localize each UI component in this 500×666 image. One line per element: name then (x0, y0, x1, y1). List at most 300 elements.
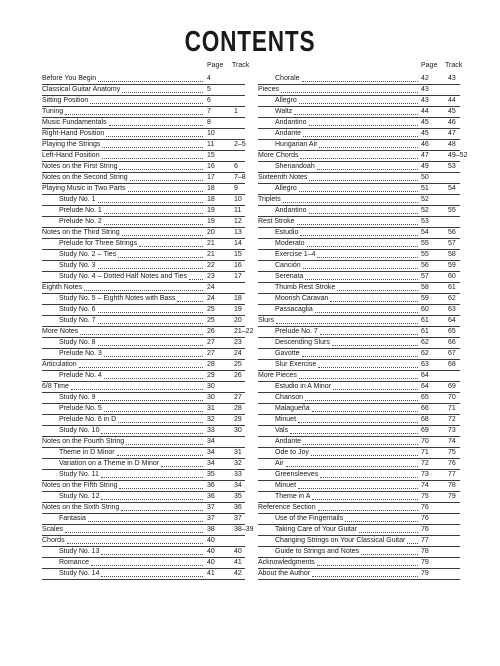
entry-title: Prelude No. 5 (59, 404, 102, 412)
entry-page: 16 (207, 162, 215, 170)
entry-page: 26 (207, 327, 215, 335)
dot-leader (118, 421, 203, 423)
dot-leader (305, 399, 418, 401)
toc-entry (258, 327, 460, 338)
entry-title: Study No. 10 (59, 427, 100, 434)
entry-page: 17 (207, 173, 215, 181)
toc-entry (258, 140, 460, 151)
entry-title: Passacaglia (275, 305, 313, 313)
entry-title: Study No. 12 (59, 493, 100, 501)
dot-leader (307, 245, 418, 247)
track-column-label: Track (445, 62, 463, 69)
entry-track: 12 (234, 217, 242, 225)
dot-leader (294, 113, 418, 115)
entry-title: Study No. 2 – Ties (59, 250, 117, 258)
dot-leader (303, 443, 418, 445)
entry-page: 20 (207, 228, 215, 236)
toc-entry (42, 448, 245, 459)
dot-leader (281, 91, 418, 93)
entry-page: 18 (207, 195, 215, 203)
entry-title: Prelude No. 3 (59, 349, 102, 357)
toc-list-right (258, 74, 468, 581)
entry-page: 65 (421, 393, 429, 401)
dot-leader (345, 520, 418, 522)
entry-title: Thumb Rest Stroke (275, 283, 336, 291)
toc-entry (258, 184, 460, 195)
entry-track: 34 (234, 482, 242, 490)
dot-leader (101, 498, 203, 500)
entry-page: 42 (421, 74, 429, 82)
entry-page: 30 (207, 393, 215, 401)
entry-title: Acknowledgments (258, 559, 315, 567)
toc-entry (42, 261, 245, 272)
entry-page: 55 (421, 250, 429, 258)
entry-title: Canción (275, 261, 301, 269)
entry-page: 23 (207, 272, 215, 280)
entry-track: 71 (448, 404, 456, 412)
toc-entry (258, 404, 460, 415)
entry-title: Study No. 1 (59, 195, 96, 203)
dot-leader (101, 476, 203, 478)
toc-entry (42, 283, 245, 294)
dot-leader (121, 509, 203, 511)
dot-leader (320, 333, 418, 335)
dot-leader (286, 465, 418, 467)
entry-page: 25 (207, 316, 215, 324)
entry-page: 57 (421, 272, 429, 280)
dot-leader (65, 113, 203, 115)
entry-page: 37 (207, 515, 215, 523)
dot-leader (91, 564, 203, 566)
entry-title: Music Fundamentals (42, 118, 107, 126)
entry-page: 47 (421, 151, 429, 159)
dot-leader (297, 223, 418, 225)
entry-page: 34 (207, 438, 215, 446)
dot-leader (317, 256, 418, 258)
dot-leader (101, 575, 203, 577)
toc-entry (258, 536, 460, 547)
toc-entry (42, 459, 245, 470)
dot-leader (407, 542, 418, 544)
entry-page: 6 (207, 96, 211, 104)
entry-page: 22 (207, 261, 215, 269)
column-header (258, 61, 463, 72)
toc-entry (258, 349, 460, 360)
dot-leader (88, 520, 203, 522)
entry-track: 53 (448, 162, 456, 170)
toc-entry (42, 228, 245, 239)
entry-track: 30 (234, 427, 242, 434)
entry-title: Variation on a Theme in D Minor (59, 460, 160, 468)
toc-entry (42, 481, 245, 492)
dot-leader (104, 377, 203, 379)
entry-page: 52 (421, 206, 429, 214)
toc-entry (42, 129, 245, 140)
dot-leader (119, 487, 203, 489)
toc-entry (258, 228, 460, 239)
entry-page: 34 (207, 460, 215, 468)
entry-page: 46 (421, 140, 429, 148)
entry-page: 69 (421, 427, 429, 434)
entry-title: Prelude No. 7 (275, 327, 318, 335)
dot-leader (161, 465, 203, 467)
entry-page: 75 (421, 493, 429, 501)
toc-entry (258, 118, 460, 129)
entry-title: Fantasia (59, 515, 86, 523)
dot-leader (302, 80, 418, 82)
entry-track: 74 (448, 438, 456, 446)
dot-leader (104, 410, 203, 412)
toc-entry (258, 195, 460, 206)
toc-entry (42, 349, 245, 360)
entry-track: 77 (448, 471, 456, 479)
entry-title: Study No. 3 (59, 261, 96, 269)
entry-track: 72 (448, 415, 456, 423)
entry-page: 58 (421, 283, 429, 291)
toc-entry (258, 217, 460, 228)
page-column-label: Page (207, 62, 224, 69)
entry-track: 63 (448, 305, 456, 313)
entry-title: Moderato (275, 239, 305, 247)
toc-entry (42, 151, 245, 162)
toc-entry (42, 217, 245, 228)
dot-leader (299, 102, 418, 104)
entry-title: 6/8 Time (42, 382, 69, 390)
entry-track: 54 (448, 184, 456, 192)
entry-track: 38–39 (234, 526, 254, 534)
entry-page: 21 (207, 239, 215, 247)
entry-page: 36 (207, 493, 215, 501)
entry-title: More Chords (258, 151, 299, 159)
entry-page: 30 (207, 382, 215, 390)
entry-title: Andante (275, 129, 302, 137)
track-column-label: Track (232, 62, 250, 69)
entry-page: 24 (207, 294, 215, 302)
entry-page: 61 (421, 327, 429, 335)
toc-entry (42, 426, 245, 437)
toc-entry (258, 85, 460, 96)
dot-leader (303, 267, 418, 269)
entry-page: 40 (207, 559, 215, 567)
toc-entry (258, 360, 460, 371)
entry-title: Greensleeves (275, 471, 319, 479)
dot-leader (139, 245, 203, 247)
toc-entry (42, 503, 245, 514)
toc-entry (258, 294, 460, 305)
entry-page: 45 (421, 118, 429, 126)
dot-leader (337, 289, 418, 291)
entry-title: Andante (275, 438, 302, 446)
entry-track: 56 (448, 228, 456, 236)
dot-leader (299, 377, 418, 379)
toc-entry (42, 272, 245, 283)
toc-entry (42, 250, 245, 261)
entry-track: 20 (234, 316, 242, 324)
entry-track: 1 (234, 107, 238, 115)
toc-entry (258, 393, 460, 404)
toc-entry (42, 107, 245, 118)
dot-leader (104, 355, 203, 357)
entry-track: 36 (234, 504, 242, 512)
toc-entry (42, 547, 245, 558)
entry-track: 58 (448, 250, 456, 258)
dot-leader (104, 223, 203, 225)
entry-track: 40 (234, 548, 242, 556)
toc-entry (42, 371, 245, 382)
dot-leader (303, 135, 418, 137)
entry-title: Theme in A (275, 493, 311, 501)
entry-title: Prelude for Three Strings (59, 239, 138, 247)
entry-title: Rest Stroke (258, 217, 295, 225)
entry-page: 55 (421, 239, 429, 247)
entry-page: 76 (421, 515, 429, 523)
entry-title: Prelude No. 4 (59, 371, 102, 379)
toc-entry (42, 382, 245, 393)
toc-entry (258, 74, 460, 85)
dot-leader (177, 300, 203, 302)
toc-entry (258, 371, 460, 382)
entry-title: Notes on the Second String (42, 173, 128, 181)
entry-track: 66 (448, 338, 456, 346)
page-title: CONTENTS (184, 26, 316, 58)
dot-leader (98, 267, 203, 269)
toc-entry (258, 481, 460, 492)
toc-entry (42, 74, 245, 85)
dot-leader (189, 278, 203, 280)
entry-title: Pieces (258, 85, 280, 93)
toc-entry (258, 261, 460, 272)
toc-column-left (42, 61, 254, 580)
entry-page: 28 (207, 360, 215, 368)
entry-title: Hungarian Air (275, 140, 318, 148)
entry-title: Notes on the Fourth String (42, 438, 125, 446)
dot-leader (118, 256, 203, 258)
dot-leader (305, 278, 418, 280)
entry-track: 6 (234, 162, 238, 170)
entry-page: 66 (421, 404, 429, 412)
toc-entry (258, 503, 460, 514)
entry-title: Theme in D Minor (59, 449, 115, 457)
toc-entry (258, 470, 460, 481)
entry-track: 25 (234, 360, 242, 368)
toc-entry (42, 470, 245, 481)
dot-leader (298, 487, 418, 489)
dot-leader (98, 201, 203, 203)
entry-track: 68 (448, 360, 456, 368)
dot-leader (290, 432, 418, 434)
entry-page: 49 (421, 162, 429, 170)
dot-leader (312, 498, 418, 500)
entry-page: 71 (421, 449, 429, 457)
entry-page: 33 (207, 427, 215, 434)
toc-entry (42, 569, 245, 580)
entry-title: Sixteenth Notes (258, 173, 308, 181)
entry-title: Romance (59, 559, 89, 567)
entry-track: 16 (234, 261, 242, 269)
entry-title: Study No. 13 (59, 548, 100, 556)
entry-title: Prelude No. 6 in D (59, 415, 117, 423)
dot-leader (283, 201, 418, 203)
entry-page: 73 (421, 471, 429, 479)
entry-track: 31 (234, 449, 242, 457)
entry-title: Right-Hand Position (42, 129, 105, 137)
toc-entry (258, 129, 460, 140)
toc-entry (42, 294, 245, 305)
entry-track: 2–5 (234, 140, 246, 148)
entry-title: Study No. 7 (59, 316, 96, 324)
toc-entry (42, 195, 245, 206)
toc-entry (42, 173, 245, 184)
entry-title: Ode to Joy (275, 449, 309, 457)
toc-entry (258, 107, 460, 118)
dot-leader (319, 146, 418, 148)
entry-page: 52 (421, 195, 429, 203)
entry-track: 35 (234, 493, 242, 501)
toc-entry (258, 283, 460, 294)
entry-page: 31 (207, 404, 215, 412)
dot-leader (126, 443, 203, 445)
dot-leader (315, 311, 418, 313)
toc-entry (258, 569, 460, 580)
dot-leader (79, 366, 203, 368)
entry-track: 13 (234, 228, 242, 236)
entry-page: 72 (421, 460, 429, 468)
entry-page: 5 (207, 85, 211, 93)
entry-page: 24 (207, 283, 215, 291)
entry-page: 76 (421, 504, 429, 512)
dot-leader (317, 564, 418, 566)
entry-page: 78 (421, 548, 429, 556)
entry-title: Air (275, 460, 284, 468)
toc-entry (258, 96, 460, 107)
entry-page: 21 (207, 250, 215, 258)
toc-entry (42, 85, 245, 96)
toc-entry (42, 239, 245, 250)
entry-title: Sitting Position (42, 96, 89, 104)
entry-track: 44 (448, 96, 456, 104)
dot-leader (311, 454, 418, 456)
dot-leader (312, 575, 418, 577)
dot-leader (101, 553, 203, 555)
toc-entry (42, 514, 245, 525)
entry-title: Chords (42, 537, 65, 545)
entry-title: Classical Guitar Anatomy (42, 85, 121, 93)
dot-leader (104, 212, 203, 214)
entry-title: Before You Begin (42, 74, 97, 82)
entry-title: Study No. 5 – Eighth Notes with Bass (59, 294, 176, 302)
entry-track: 17 (234, 272, 242, 280)
entry-title: Allegro (275, 96, 297, 104)
toc-entry (258, 547, 460, 558)
entry-track: 37 (234, 515, 242, 523)
entry-page: 62 (421, 338, 429, 346)
entry-track: 79 (448, 493, 456, 501)
entry-page: 63 (421, 360, 429, 368)
dot-leader (98, 399, 203, 401)
entry-track: 18 (234, 294, 242, 302)
entry-page: 27 (207, 338, 215, 346)
dot-leader (309, 124, 418, 126)
toc-entry (258, 459, 460, 470)
entry-title: Left-Hand Position (42, 151, 100, 159)
entry-page: 29 (207, 371, 215, 379)
entry-track: 7–8 (234, 173, 246, 181)
dot-leader (298, 421, 418, 423)
toc-entry (42, 415, 245, 426)
entry-track: 62 (448, 294, 456, 302)
dot-leader (65, 531, 203, 533)
toc-entry (42, 96, 245, 107)
entry-track: 21–22 (234, 327, 254, 335)
toc-entry (42, 206, 245, 217)
entry-title: Andantino (275, 118, 307, 126)
entry-title: Changing Strings on Your Classical Guitar (275, 537, 406, 545)
toc-entry (42, 316, 245, 327)
entry-page: 32 (207, 415, 215, 423)
entry-page: 61 (421, 316, 429, 324)
dot-leader (276, 322, 418, 324)
entry-title: More Pieces (258, 371, 297, 379)
toc-entry (258, 173, 460, 184)
entry-title: Notes on the Third String (42, 228, 120, 236)
dot-leader (317, 168, 418, 170)
entry-title: Andantino (275, 206, 307, 214)
entry-track: 55 (448, 206, 456, 214)
entry-title: Minuet (275, 482, 297, 490)
entry-track: 33 (234, 471, 242, 479)
toc-entry (258, 382, 460, 393)
entry-track: 43 (448, 74, 456, 82)
entry-page: 35 (207, 471, 215, 479)
entry-page: 40 (207, 548, 215, 556)
toc-entry (42, 437, 245, 448)
entry-title: Waltz (275, 107, 293, 115)
dot-leader (102, 146, 203, 148)
toc-entry (42, 536, 245, 547)
entry-page: 15 (207, 151, 215, 159)
entry-title: Triplets (258, 195, 281, 203)
entry-track: 47 (448, 129, 456, 137)
entry-page: 70 (421, 438, 429, 446)
toc-entry (42, 393, 245, 404)
entry-title: Notes on the Sixth String (42, 504, 120, 512)
dot-leader (117, 454, 203, 456)
toc-entry (258, 250, 460, 261)
dot-leader (71, 388, 203, 390)
dot-leader (98, 80, 203, 82)
entry-page: 43 (421, 85, 429, 93)
dot-leader (98, 344, 203, 346)
entry-title: Estudio (275, 228, 299, 236)
entry-track: 76 (448, 460, 456, 468)
entry-track: 23 (234, 338, 242, 346)
entry-title: Study No. 6 (59, 305, 96, 313)
toc-entry (258, 151, 468, 162)
entry-track: 46 (448, 118, 456, 126)
dot-leader (361, 553, 418, 555)
entry-page: 62 (421, 349, 429, 357)
entry-title: Scales (42, 526, 64, 534)
toc-entry (42, 360, 245, 371)
entry-title: Chanson (275, 393, 304, 401)
entry-track: 26 (234, 371, 242, 379)
entry-page: 77 (421, 537, 429, 545)
toc-entry (258, 338, 460, 349)
toc-entry (42, 140, 245, 151)
entry-title: Notes on the Fifth String (42, 482, 118, 490)
entry-track: 24 (234, 349, 242, 357)
entry-title: Study No. 14 (59, 570, 100, 578)
